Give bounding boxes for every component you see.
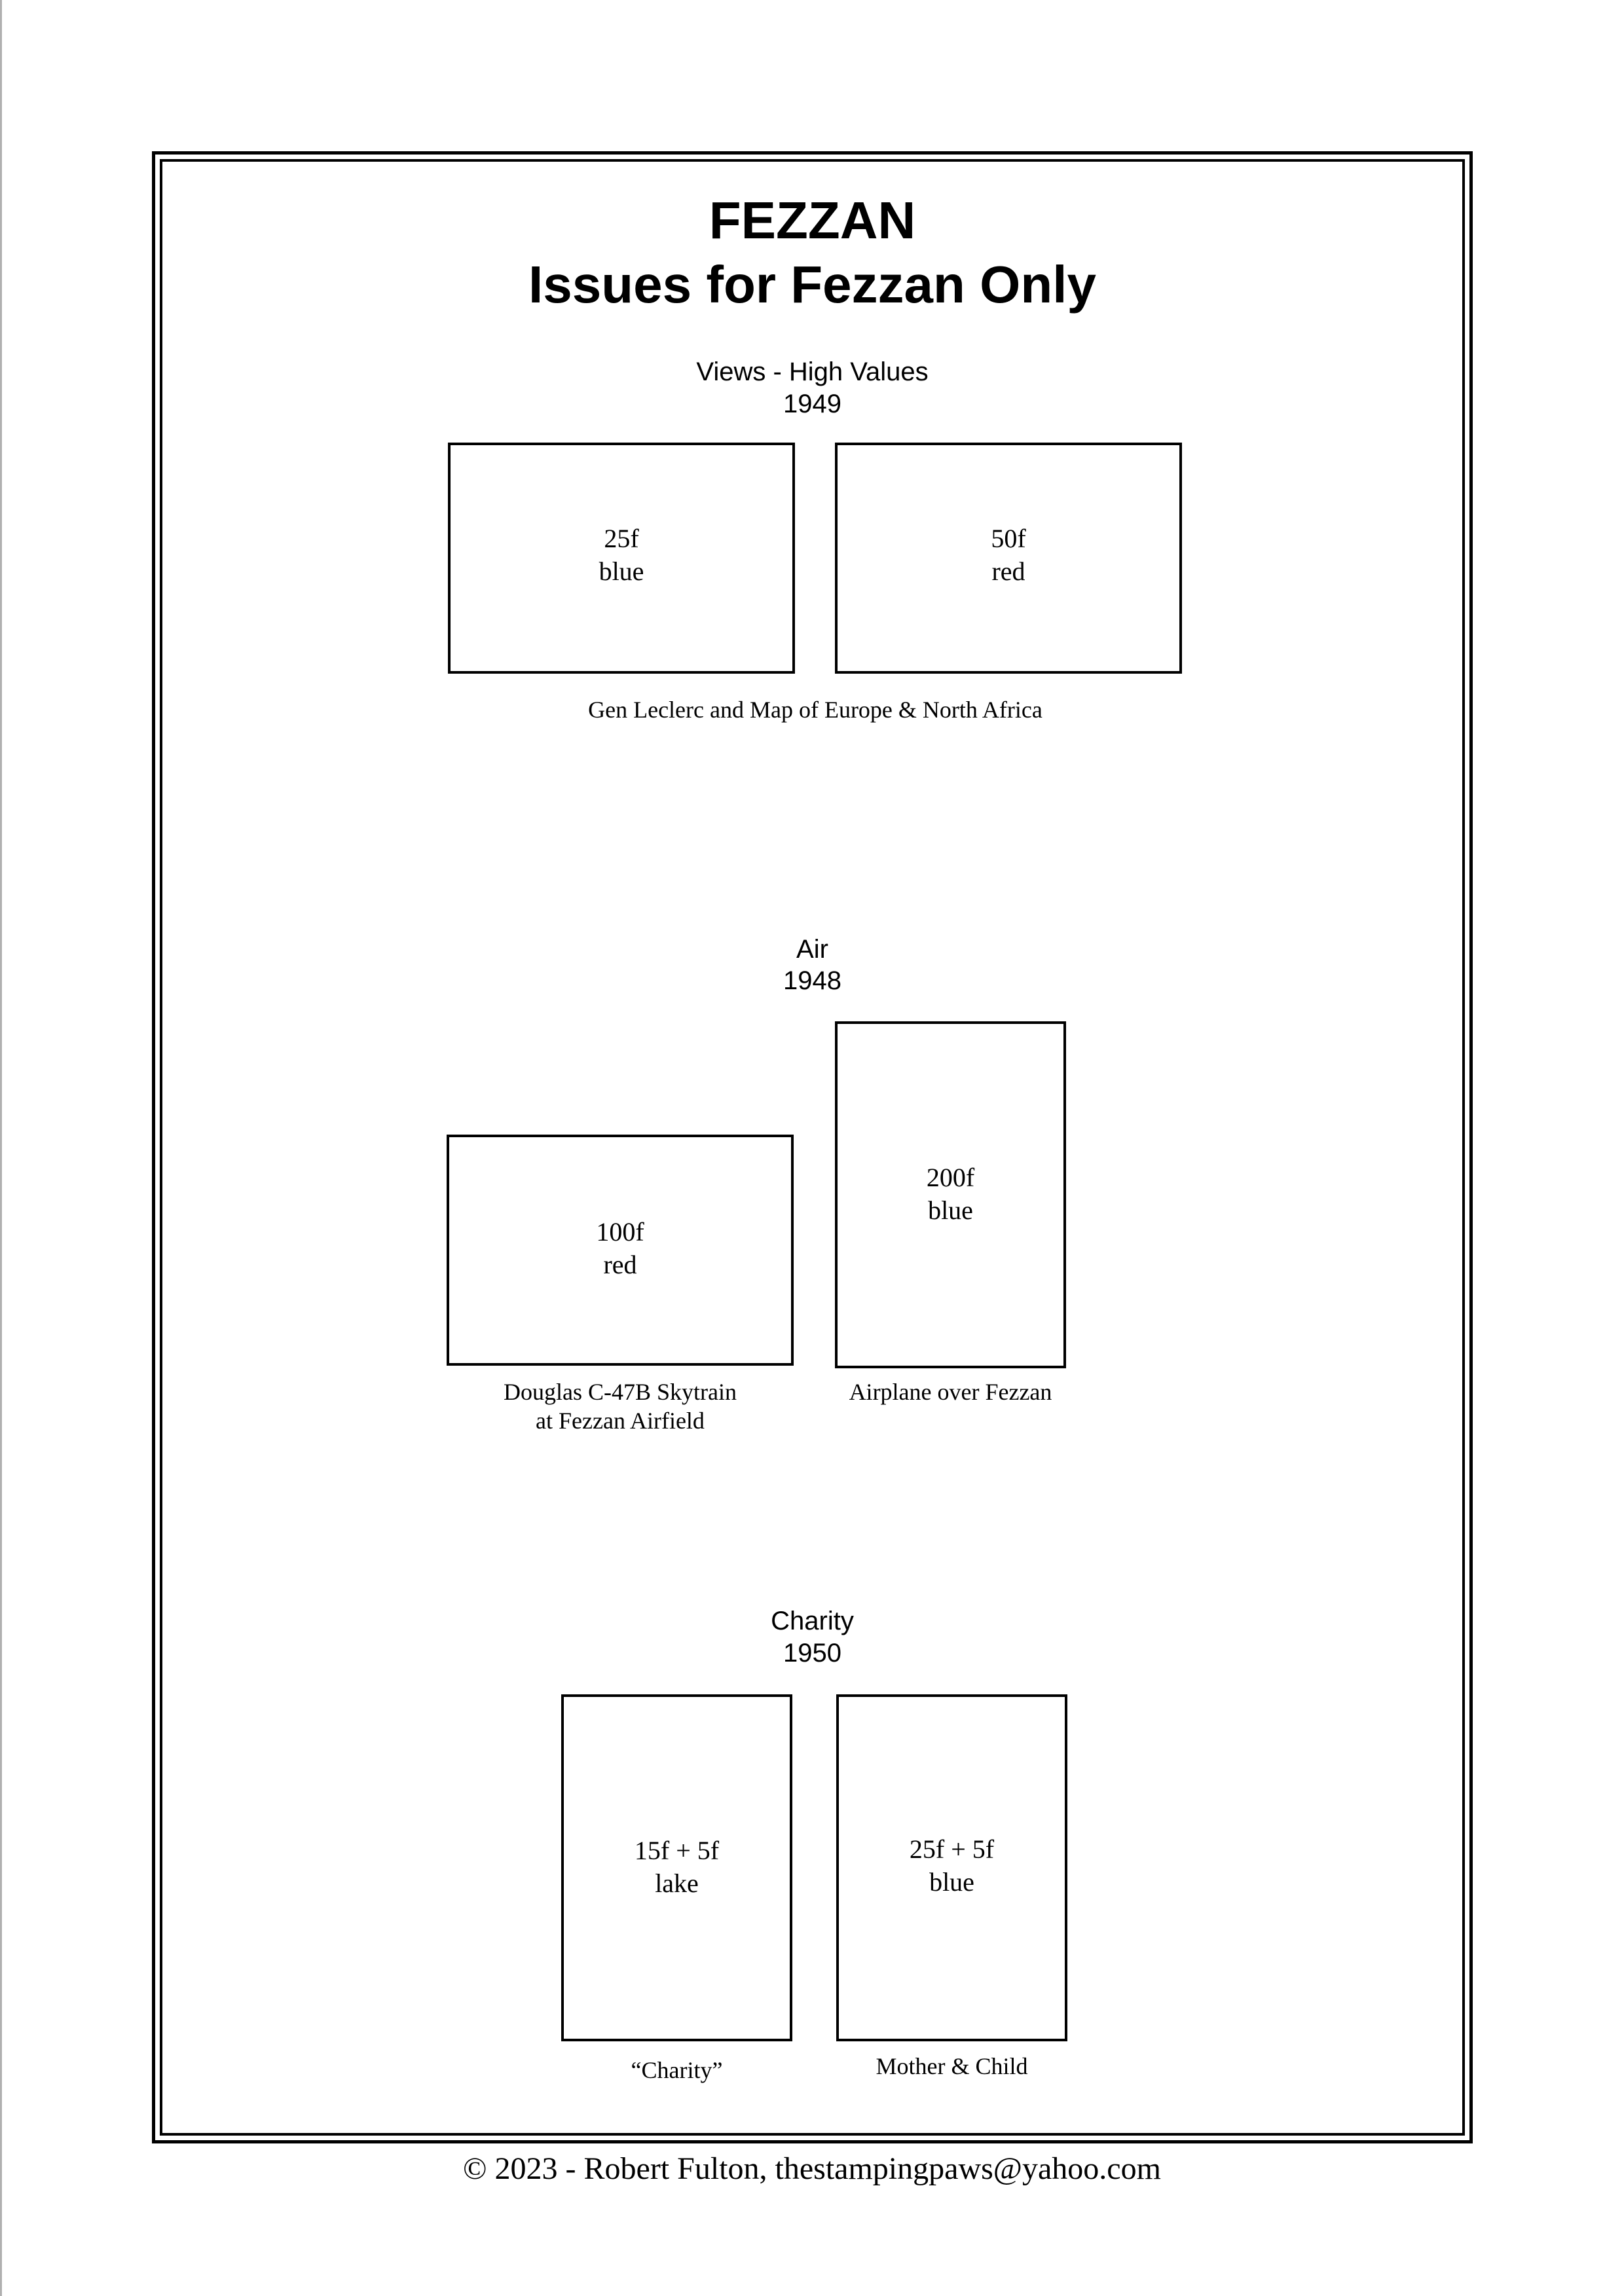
stamp-space-25f-blue-charity — [836, 1694, 1067, 2041]
caption-douglas-line1: Douglas C-47B Skytrain — [504, 1379, 737, 1405]
stamp-space-15f-lake — [561, 1694, 792, 2041]
stamp-value: 50f — [991, 524, 1026, 553]
stamp-space-100f-red — [447, 1135, 794, 1366]
section-heading-air: Air — [796, 935, 828, 964]
page-left-edge — [0, 0, 2, 2296]
section-heading-views: Views - High Values — [696, 357, 929, 386]
stamp-color: blue — [928, 1195, 973, 1225]
caption-douglas-line2: at Fezzan Airfield — [536, 1408, 705, 1434]
stamp-space-25f-blue — [448, 443, 795, 674]
stamp-color: red — [603, 1250, 637, 1279]
stamp-value: 100f — [596, 1217, 644, 1247]
caption-views: Gen Leclerc and Map of Europe & North Africa — [588, 697, 1043, 723]
caption-mother-child: Mother & Child — [876, 2053, 1028, 2079]
stamp-color: lake — [655, 1868, 699, 1898]
stamp-value: 25f — [604, 524, 639, 553]
stamp-value: 25f + 5f — [909, 1834, 995, 1864]
page-title: FEZZAN — [709, 191, 916, 249]
section-year-views: 1949 — [783, 390, 841, 418]
stamp-color: blue — [599, 556, 644, 586]
caption-charity: “Charity” — [631, 2057, 723, 2083]
section-year-air: 1948 — [783, 966, 841, 995]
stamp-color: blue — [929, 1867, 974, 1897]
section-year-charity: 1950 — [783, 1639, 841, 1667]
stamp-space-50f-red — [835, 443, 1182, 674]
stamp-color: red — [991, 556, 1025, 586]
stamp-value: 200f — [926, 1163, 975, 1192]
stamp-space-200f-blue — [835, 1021, 1066, 1368]
stamp-value: 15f + 5f — [634, 1836, 720, 1865]
caption-airplane: Airplane over Fezzan — [849, 1379, 1052, 1405]
section-heading-charity: Charity — [771, 1607, 854, 1635]
page-subtitle: Issues for Fezzan Only — [528, 255, 1096, 314]
album-page-inner-border — [160, 159, 1465, 2136]
copyright-footer: © 2023 - Robert Fulton, thestampingpaws@yahoo.com — [463, 2151, 1161, 2186]
